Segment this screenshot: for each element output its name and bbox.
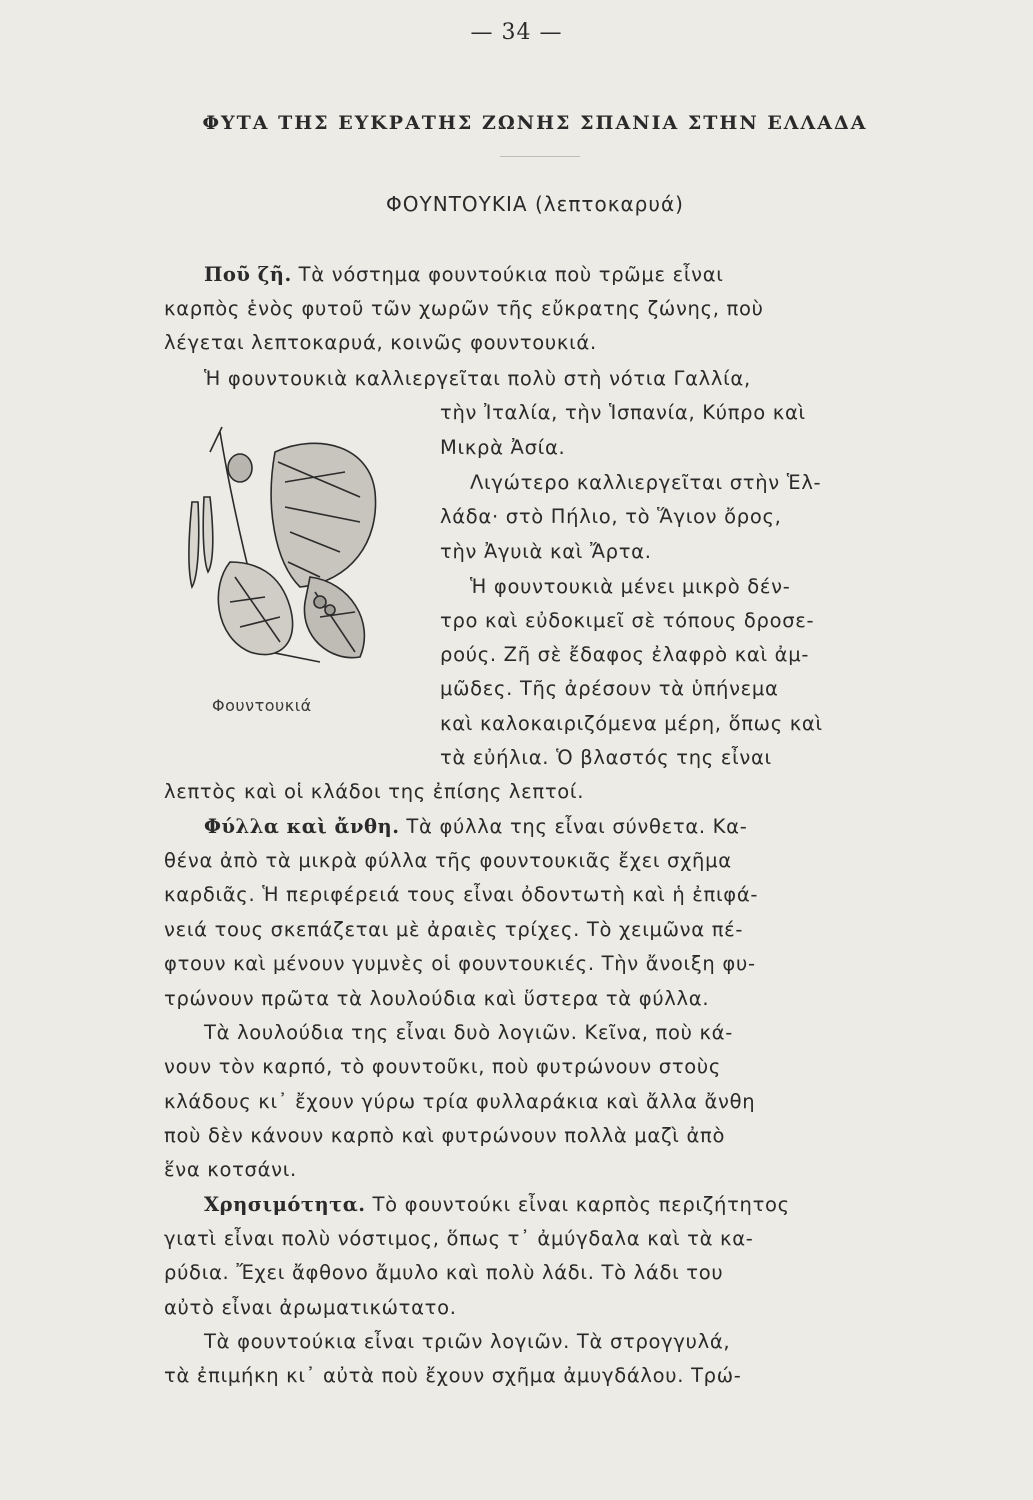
line-text: τὴν Ἰταλία, τὴν Ἱσπανία, Κύπρο καὶ xyxy=(440,401,806,424)
text-line xyxy=(164,843,732,878)
line-text: τὴν Ἀγυιὰ καὶ Ἄρτα. xyxy=(440,540,652,563)
text-line xyxy=(164,1118,725,1153)
text-line xyxy=(204,257,724,292)
text-line xyxy=(164,912,743,947)
line-text: φτουν καὶ μένουν γυμνὲς οἱ φουντουκιές. Τὴν ἄνοιξη φυ- xyxy=(164,952,756,975)
text-line xyxy=(164,1152,297,1187)
text-line xyxy=(440,603,814,638)
line-text: νειά τους σκεπάζεται μὲ ἀραιὲς τρίχες. Τὸ χειμῶνα πέ- xyxy=(164,918,744,941)
text-line xyxy=(440,706,823,741)
line-text: ρύδια. Ἔχει ἄφθονο ἄμυλο καὶ πολὺ λάδι. Τὸ λάδι του xyxy=(164,1261,724,1284)
paragraph-lead: Ποῦ ζῆ. xyxy=(204,263,292,286)
line-text: καρδιᾶς. Ἡ περιφέρειά τους εἶναι ὀδοντωτὴ καὶ ἡ ἐπιφά- xyxy=(164,883,759,906)
line-text: Τὸ φουντούκι εἶναι καρπὸς περιζήτητος xyxy=(365,1193,790,1216)
line-text: θένα ἀπὸ τὰ μικρὰ φύλλα τῆς φουντουκιᾶς ἔχει σχῆμα xyxy=(164,849,732,872)
line-text: καρπὸς ἑνὸς φυτοῦ τῶν χωρῶν τῆς εὔκρατης ζώνης, ποὺ xyxy=(164,297,764,320)
line-text: Ἡ φουντουκιὰ καλλιεργεῖται πολὺ στὴ νότια Γαλλία, xyxy=(204,367,751,390)
line-text: ποὺ δὲν κάνουν καρπὸ καὶ φυτρώνουν πολλὰ μαζὶ ἀπὸ xyxy=(164,1124,726,1147)
text-line xyxy=(164,1221,754,1256)
text-line xyxy=(470,465,821,500)
line-text: Τὰ φύλλα της εἶναι σύνθετα. Κα- xyxy=(399,815,748,838)
text-line xyxy=(440,534,652,569)
line-text: Μικρὰ Ἀσία. xyxy=(440,436,566,459)
line-text: Ἡ φουντουκιὰ μένει μικρὸ δέν- xyxy=(470,575,791,598)
line-text: νουν τὸν καρπό, τὸ φουντοῦκι, ποὺ φυτρώνουν στοὺς xyxy=(164,1055,722,1078)
text-line xyxy=(440,395,806,430)
text-line xyxy=(204,1187,790,1222)
text-line xyxy=(164,1084,755,1119)
page-number: — 34 — xyxy=(470,20,563,45)
section-header: ΦΥΤΑ ΤΗΣ ΕΥΚΡΑΤΗΣ ΖΩΝΗΣ ΣΠΑΝΙΑ ΣΤΗΝ ΕΛΛΑΔΑ xyxy=(202,112,868,134)
line-text: Τὰ λουλούδια της εἶναι δυὸ λογιῶν. Κεῖνα, ποὺ κά- xyxy=(204,1021,733,1044)
line-text: ἕνα κοτσάνι. xyxy=(164,1158,297,1181)
line-text: Τὰ νόστημα φουντούκια ποὺ τρῶμε εἶναι xyxy=(291,263,724,286)
divider xyxy=(500,156,580,157)
text-line xyxy=(164,291,764,326)
article-title: ΦΟΥΝΤΟΥΚΙΑ (λεπτοκαρυά) xyxy=(386,192,684,216)
line-text: λάδα· στὸ Πήλιο, τὸ Ἅγιον ὄρος, xyxy=(440,505,782,528)
text-line xyxy=(440,499,782,534)
line-text: τὰ εὐήλια. Ὁ βλαστός της εἶναι xyxy=(440,746,772,769)
line-text: Λιγώτερο καλλιεργεῖται στὴν Ἑλ- xyxy=(470,471,822,494)
line-text: τρώνουν πρῶτα τὰ λουλούδια καὶ ὕστερα τὰ φύλλα. xyxy=(164,987,710,1010)
line-text: Τὰ φουντούκια εἶναι τριῶν λογιῶν. Τὰ στρογγυλά, xyxy=(204,1330,731,1353)
text-line xyxy=(164,1049,721,1084)
line-text: τρο καὶ εὐδοκιμεῖ σὲ τόπους δροσε- xyxy=(440,609,815,632)
line-text: τὰ ἐπιμήκη κι᾿ αὐτὰ ποὺ ἔχουν σχῆμα ἀμυγδάλου. Τρώ- xyxy=(164,1364,742,1387)
text-line xyxy=(440,637,809,672)
line-text: γιατὶ εἶναι πολὺ νόστιμος, ὅπως τ᾿ ἀμύγδαλα καὶ τὰ κα- xyxy=(164,1227,754,1250)
line-text: λεπτὸς καὶ οἱ κλάδοι της ἐπίσης λεπτοί. xyxy=(164,780,585,803)
line-text: αὐτὸ εἶναι ἀρωματικώτατο. xyxy=(164,1296,457,1319)
line-text: ρούς. Ζῆ σὲ ἔδαφος ἐλαφρὸ καὶ ἀμ- xyxy=(440,643,810,666)
text-line xyxy=(164,325,597,360)
line-text: λέγεται λεπτοκαρυά, κοινῶς φουντουκιά. xyxy=(164,331,597,354)
paragraph-lead: Χρησιμότητα. xyxy=(204,1193,366,1216)
text-line xyxy=(164,1358,742,1393)
paragraph-lead: Φύλλα καὶ ἄνθη. xyxy=(204,815,400,838)
text-line xyxy=(164,877,758,912)
text-line xyxy=(164,981,709,1016)
text-line xyxy=(164,774,584,809)
text-line xyxy=(204,1015,733,1050)
line-text: καὶ καλοκαιριζόμενα μέρη, ὅπως καὶ xyxy=(440,712,823,735)
text-line xyxy=(164,1290,457,1325)
text-line xyxy=(470,569,790,604)
text-line xyxy=(164,1255,723,1290)
text-line xyxy=(204,809,747,844)
text-line xyxy=(440,671,779,706)
text-line xyxy=(164,946,756,981)
figure-caption: Φουντουκιά xyxy=(212,696,312,715)
line-text: κλάδους κι᾿ ἔχουν γύρω τρία φυλλαράκια καὶ ἄλλα ἄνθη xyxy=(164,1090,756,1113)
text-line xyxy=(204,1324,730,1359)
hazelnut-illustration xyxy=(170,412,390,682)
text-line xyxy=(440,740,772,775)
line-text: μῶδες. Τῆς ἀρέσουν τὰ ὑπήνεμα xyxy=(440,677,779,700)
text-line xyxy=(440,430,565,465)
text-line xyxy=(204,361,751,396)
